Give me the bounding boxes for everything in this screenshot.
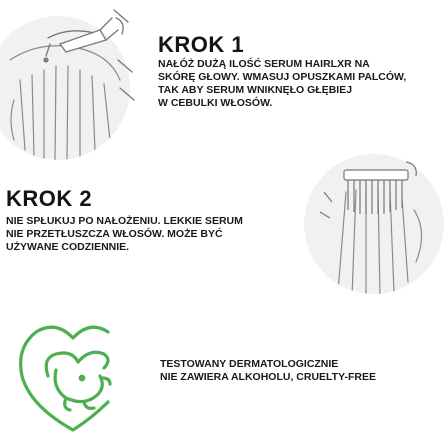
step2-line: NIE PRZETŁUSZCZA WŁOSÓW. MOŻE BYĆ xyxy=(6,228,223,240)
step1-heading: KROK 1 xyxy=(158,32,245,57)
step2-description xyxy=(6,215,296,254)
badge-line: TESTOWANY DERMATOLOGICZNIE xyxy=(160,358,339,370)
step2-line: UŻYWANE CODZIENNIE. xyxy=(6,241,130,253)
step1-description xyxy=(158,58,422,110)
bunny-heart-icon xyxy=(12,318,134,436)
badge-description xyxy=(160,358,430,384)
step1-line: SKÓRĘ GŁOWY. WMASUJ OPUSZKAMI PALCÓW, xyxy=(158,71,407,83)
scalp-dropper-icon xyxy=(0,0,140,165)
badge-line: NIE ZAWIERA ALKOHOLU, CRUELTY-FREE xyxy=(160,371,377,383)
step1-line: W CEBULKI WŁOSÓW. xyxy=(158,97,273,109)
step1-line: TAK ABY SERUM WNIKNĘŁO GŁĘBIEJ xyxy=(158,84,353,96)
step2-heading: KROK 2 xyxy=(6,186,93,211)
scalp-comb-icon xyxy=(296,152,444,300)
step2-line: NIE SPŁUKUJ PO NAŁOŻENIU. LEKKIE SERUM xyxy=(6,215,243,227)
step1-line: NAŁÓŻ DUŻĄ ILOŚĆ SERUM HAIRLXR NA xyxy=(158,58,370,70)
